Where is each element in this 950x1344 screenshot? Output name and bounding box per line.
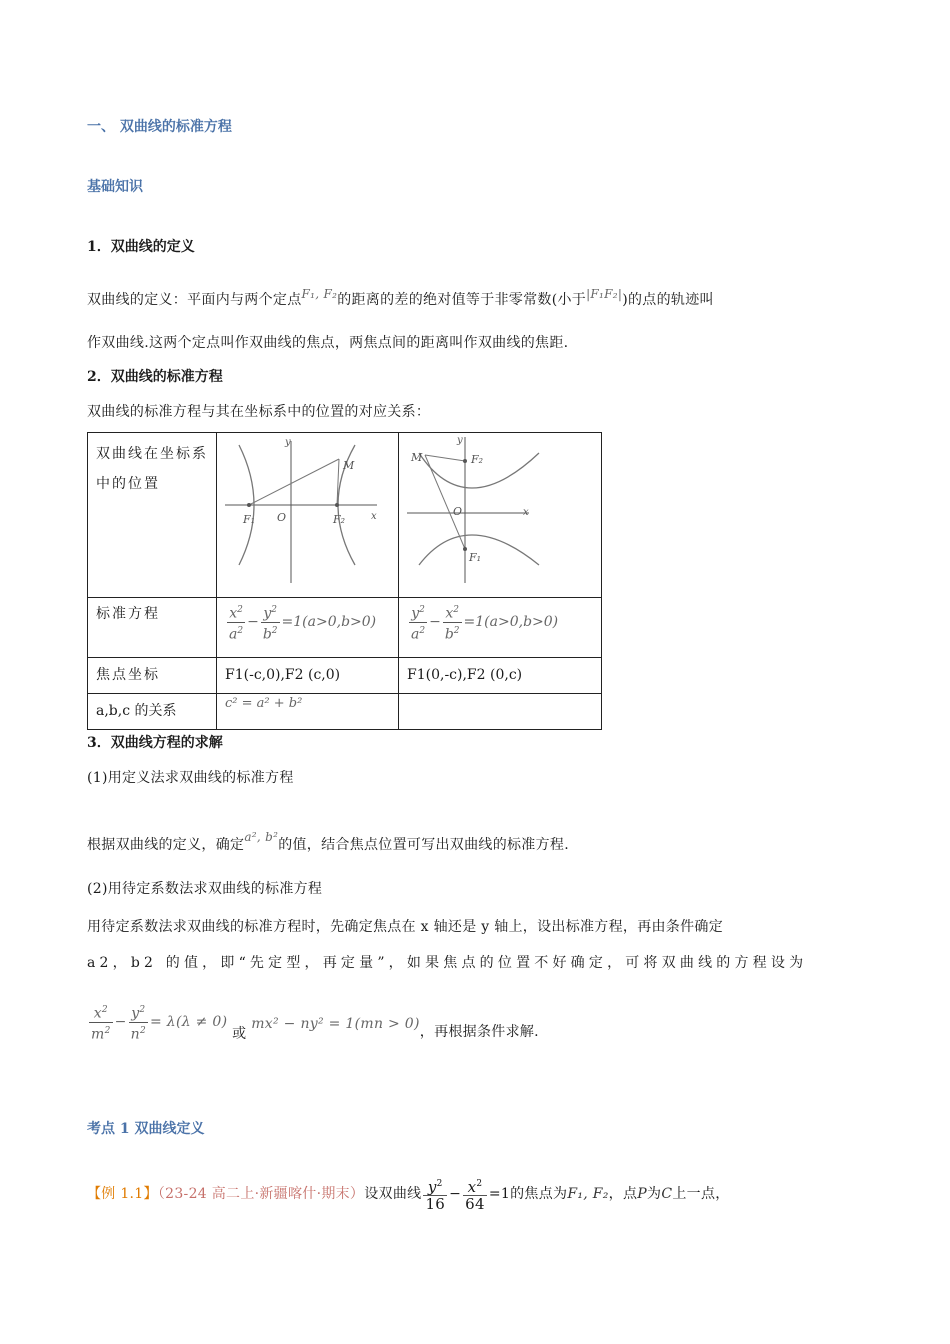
row3-label: 焦点坐标 [96, 667, 160, 683]
hyperbola-table [87, 432, 602, 730]
graph1-origin-label: O [277, 511, 287, 524]
graph2-f1-label: F₁ [469, 551, 482, 564]
sub1-title: (1)用定义法求双曲线的标准方程 [87, 770, 294, 786]
example-source: （23-24 高二上·新疆喀什·期末） [157, 1186, 365, 1202]
item2-intro: 双曲线的标准方程与其在坐标系中的位置的对应关系： [87, 404, 431, 420]
graph2-cell [399, 433, 602, 598]
focus2: F1(0,-c),F2 (0,c) [407, 667, 523, 683]
graph2-origin-label: O [453, 505, 463, 518]
sub2-line2: a2，b2 的值，即“先定型，再定量”，如果焦点的位置不好确定，可将双曲线的方程设为 [87, 955, 808, 971]
row2-label-cell [88, 598, 217, 658]
example-p: P [637, 1186, 648, 1202]
row4-label-cell [88, 694, 217, 730]
example-eq-rhs: =1 [488, 1186, 511, 1202]
graph1-f2-label: F₂ [333, 513, 346, 526]
example-text-d: 为 [647, 1186, 662, 1202]
focus2-cell [399, 658, 602, 694]
def-text-a: 双曲线的定义：平面内与两个定点 [87, 292, 302, 308]
focus1: F1(-c,0),F2 (c,0) [225, 667, 341, 683]
example-foci: F₁, F₂ [567, 1186, 609, 1202]
item3-title: 3．双曲线方程的求解 [87, 735, 223, 751]
sub2-equations [87, 1002, 539, 1042]
graph1-m-label: M [343, 459, 355, 472]
definition-line1 [87, 289, 714, 309]
example-equation: $\frac{y^2}{16}$ − $\frac{x^2}{64}$ =1 [425, 1178, 511, 1213]
eq2-cell [399, 598, 602, 658]
graph2-y-label: y [457, 435, 463, 446]
example-text-e: 上一点， [672, 1186, 730, 1202]
row1-label: 双曲线在坐标系中的位置 [96, 446, 208, 492]
eq2: $\frac{y^2}{a^2}$ − $\frac{x^2}{b^2}$ =1(a>0,b>0) [399, 598, 601, 646]
eq1-cell [217, 598, 399, 658]
relation-cell [217, 694, 399, 730]
sub1-text-a: 根据双曲线的定义，确定 [87, 837, 245, 853]
sub2-line1: 用待定系数法求双曲线的标准方程时，先确定焦点在 x 轴还是 y 轴上，设出标准方程，再由条件确定 [87, 919, 724, 935]
row4-label: a,b,c 的关系 [96, 703, 177, 719]
example-text-a: 设双曲线 [364, 1186, 422, 1202]
item2-title: 2．双曲线的标准方程 [87, 369, 223, 385]
sub2-end: ，再根据条件求解. [419, 1024, 539, 1041]
eq1: $\frac{x^2}{a^2}$ − $\frac{y^2}{b^2}$ =1(a>0,b>0) [217, 598, 398, 646]
definition-line2: 作双曲线.这两个定点叫作双曲线的焦点，两焦点间的距离叫作双曲线的焦距. [87, 335, 569, 351]
graph2-m-label: M [411, 451, 423, 464]
empty-cell [399, 694, 602, 730]
sub1-math: a², b² [244, 830, 279, 844]
basic-knowledge-title: 基础知识 [87, 179, 143, 195]
eq2-rhs: =1(a>0,b>0) [463, 614, 559, 631]
graph1-y-label: y [285, 437, 291, 448]
example-tag: 【例 1.1】 [87, 1186, 158, 1202]
row3-label-cell [88, 658, 217, 694]
sub2-title: (2)用待定系数法求双曲线的标准方程 [87, 881, 323, 897]
sub1-text-b: 的值，结合焦点位置可写出双曲线的标准方程. [278, 837, 569, 853]
sub2-eq2: mx² − ny² = 1(mn > 0) [251, 1016, 420, 1033]
def-abs: |F₁F₂| [586, 287, 623, 301]
graph1-x-label: x [371, 511, 377, 522]
vertical-hyperbola-graph [399, 433, 601, 593]
row1-label-cell [88, 433, 217, 598]
eq1-rhs: =1(a>0,b>0) [281, 614, 377, 631]
sub2-or: 或 [232, 1026, 247, 1043]
sub2-eq1: $\frac{x^2}{m^2}$ − $\frac{y^2}{n^2}$ = λ(λ ≠ 0) [87, 1014, 232, 1030]
item1-title: 1．双曲线的定义 [87, 239, 195, 255]
graph2-f2-label: F₂ [471, 453, 484, 466]
graph1-cell [217, 433, 399, 598]
def-text-c: )的点的轨迹叫 [622, 292, 714, 308]
sub2-eq1-rhs: = λ(λ ≠ 0) [150, 1014, 228, 1031]
section-title: 一、 双曲线的标准方程 [87, 119, 232, 135]
example-line [87, 1176, 730, 1212]
horizontal-hyperbola-graph [217, 433, 398, 593]
example-text-c: ，点 [608, 1186, 638, 1202]
graph1-f1-label: F₁ [243, 513, 256, 526]
sub1-text [87, 830, 569, 854]
point1-title: 考点 1 双曲线定义 [87, 1121, 205, 1137]
def-f1f2: F₁, F₂ [301, 287, 338, 301]
example-text-b: 的焦点为 [510, 1186, 568, 1202]
row2-label: 标准方程 [96, 606, 160, 622]
def-text-b: 的距离的差的绝对值等于非零常数(小于 [337, 292, 587, 308]
relation: c² = a² + b² [225, 696, 303, 711]
example-c: C [661, 1186, 673, 1202]
focus1-cell [217, 658, 399, 694]
graph2-x-label: x [523, 507, 529, 518]
